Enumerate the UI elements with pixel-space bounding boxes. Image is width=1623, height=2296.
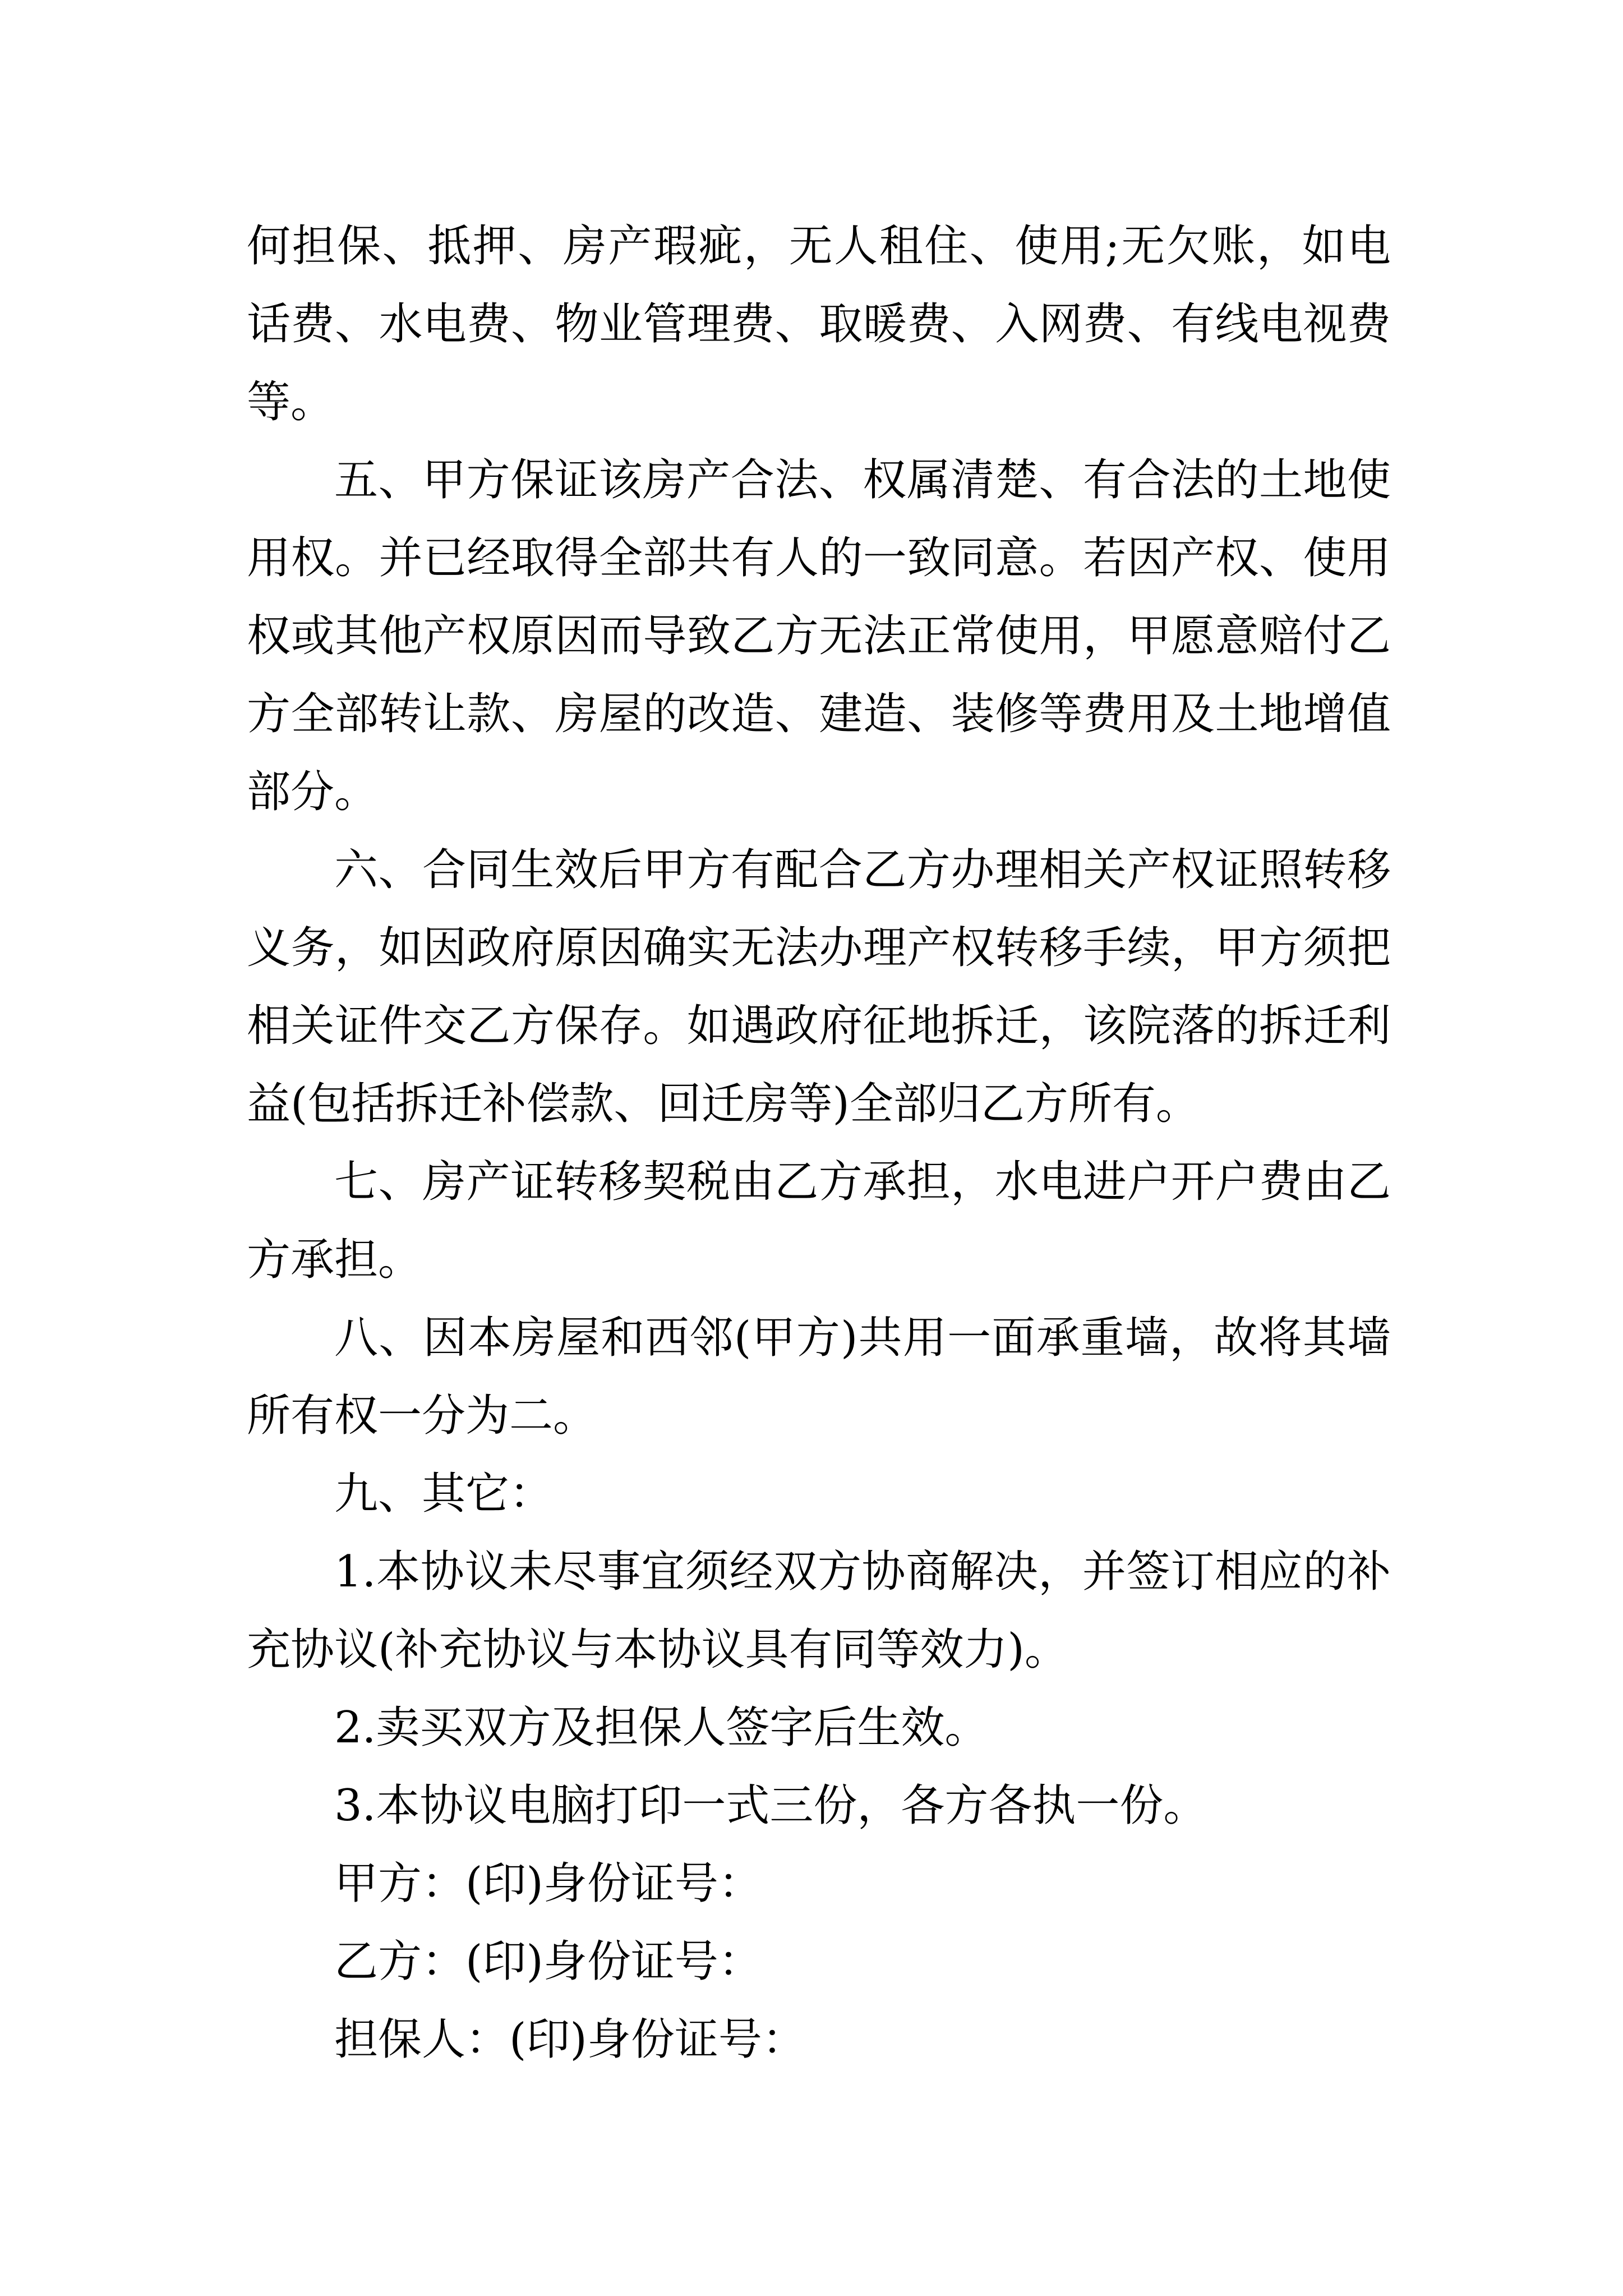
text-line: 何担保、抵押、房产瑕疵，无人租住、使用;无欠账，如电 [247,221,1391,272]
paragraph-warranty-continued [247,208,1391,441]
text-line: 话费、水电费、物业管理费、取暖费、入网费、有线电视费 [247,299,1391,349]
paragraph-clause-9-item-1 [247,1533,1391,1689]
signature-block [247,1845,1391,2079]
paragraph-clause-9-item-2 [247,1689,1391,1767]
text-line: 用权。并已经取得全部共有人的一致同意。若因产权、使用 [247,533,1391,583]
text-line: 八、因本房屋和西邻(甲方)共用一面承重墙，故将其墙 [334,1313,1391,1363]
signature-party-a: 甲方：(印)身份证号： [334,1858,762,1909]
text-line: 义务，如因政府原因确实无法办理产权转移手续，甲方须把 [247,923,1391,973]
text-line: 3.本协议电脑打印一式三份，各方各执一份。 [334,1780,1207,1831]
text-line: 等。 [247,377,335,427]
paragraph-clause-7 [247,1143,1391,1299]
contract-body [247,208,1391,2079]
signature-party-b: 乙方：(印)身份证号： [334,1936,762,1987]
paragraph-clause-9-heading [247,1455,1391,1533]
text-line: 七、房产证转移契税由乙方承担，水电进户开户费由乙 [334,1157,1391,1207]
text-line: 九、其它： [334,1469,554,1519]
text-line: 充协议(补充协议与本协议具有同等效力)。 [247,1625,1068,1675]
paragraph-clause-5 [247,441,1391,831]
paragraph-clause-9-item-3 [247,1767,1391,1845]
text-line: 六、合同生效后甲方有配合乙方办理相关产权证照转移 [334,845,1391,895]
text-line: 方全部转让款、房屋的改造、建造、装修等费用及土地增值 [247,689,1391,739]
paragraph-clause-6 [247,831,1391,1143]
text-line: 益(包括拆迁补偿款、回迁房等)全部归乙方所有。 [247,1079,1200,1129]
text-line: 方承担。 [247,1235,422,1285]
text-line: 五、甲方保证该房产合法、权属清楚、有合法的土地使 [334,455,1391,505]
paragraph-clause-8 [247,1299,1391,1455]
text-line: 所有权一分为二。 [247,1391,597,1441]
text-line: 权或其他产权原因而导致乙方无法正常使用，甲愿意赔付乙 [247,611,1391,661]
text-line: 2.卖买双方及担保人签字后生效。 [334,1703,989,1753]
signature-guarantor: 担保人：(印)身份证号： [334,2014,806,2065]
text-line: 部分。 [247,767,379,817]
text-line: 1.本协议未尽事宜须经双方协商解决，并签订相应的补 [334,1547,1391,1597]
text-line: 相关证件交乙方保存。如遇政府征地拆迁，该院落的拆迁利 [247,1001,1391,1051]
